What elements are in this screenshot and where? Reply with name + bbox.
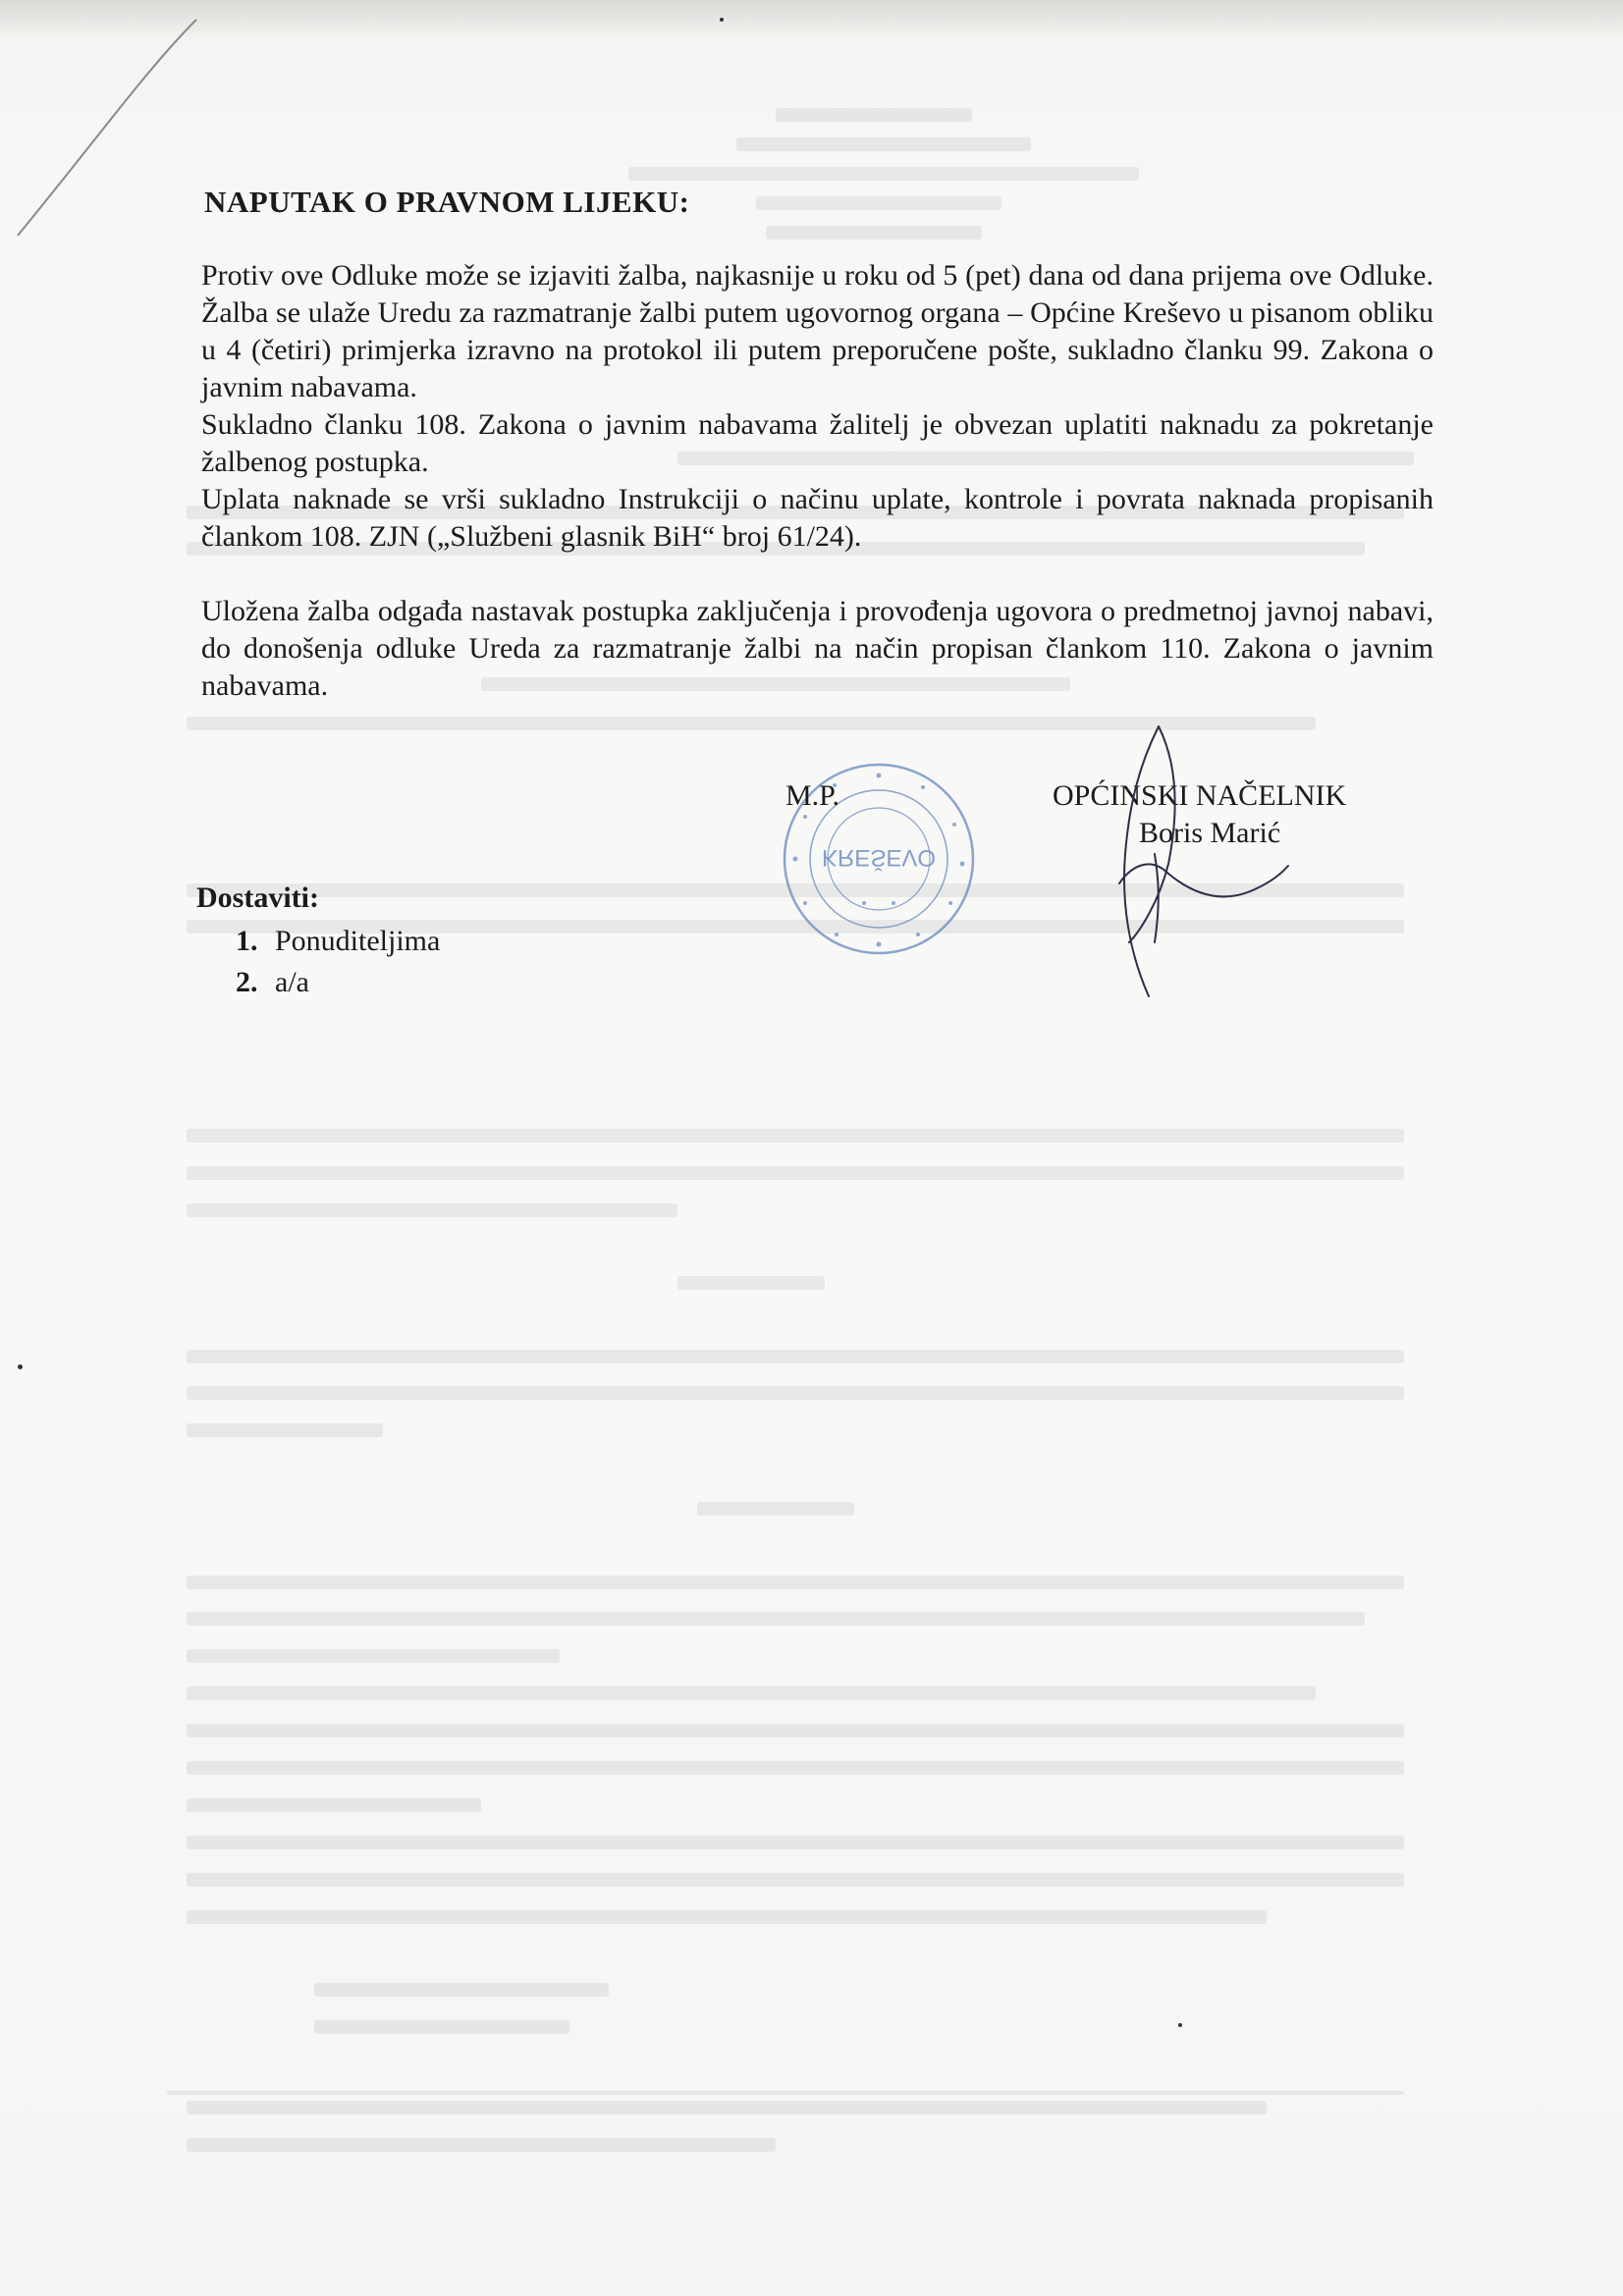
scan-speck	[18, 1364, 23, 1369]
handwritten-signature	[1060, 707, 1316, 1011]
scan-speck	[720, 18, 724, 22]
list-item-text: a/a	[275, 966, 309, 998]
fee-payment-paragraph: Uplata naknade se vrši sukladno Instrukciji o načinu uplate, kontrole i povrata naknada propisanih člankom 108. ZJN („Službeni glasnik BiH“ broj 61/24).	[201, 483, 1434, 553]
folded-corner-mark	[10, 10, 216, 245]
stamp-center-text: KREŠEVO	[821, 844, 937, 871]
document-heading: NAPUTAK O PRAVNOM LIJEKU:	[204, 185, 690, 219]
seal-label: M.P.	[785, 779, 840, 812]
list-item	[236, 921, 440, 962]
fee-obligation-paragraph: Sukladno članku 108. Zakona o javnim nabavama žalitelj je obvezan uplatiti naknadu za pokretanje žalbenog postupka.	[201, 408, 1434, 478]
scan-speck	[1178, 2023, 1182, 2027]
appeal-effect-paragraph: Uložena žalba odgađa nastavak postupka zaključenja i provođenja ugovora o predmetnoj javnoj nabavi, do donošenja odluke Ureda za razmatranje žalbi na način propisan člankom 110. Zakona o javnim nabavama.	[201, 595, 1434, 702]
legal-remedy-paragraph: Protiv ove Odluke može se izjaviti žalba, najkasnije u roku od 5 (pet) dana od dana prijema ove Odluke. Žalba se ulaže Uredu za razmatranje žalbi putem ugovornog organa – Općine Kreševo u pisanom obliku u 4 (četiri) primjerka izravno na protokol ili putem preporučene pošte, sukladno članku 99. Zakona o javnim nabavama.	[201, 259, 1434, 403]
list-item	[236, 962, 440, 1003]
list-item-number: 1.	[236, 925, 258, 957]
distribution-list	[236, 921, 440, 1003]
distribution-label: Dostaviti:	[196, 881, 319, 914]
official-name: Boris Marić	[1139, 817, 1281, 849]
official-title: OPĆINSKI NAČELNIK	[1053, 779, 1347, 812]
list-item-text: Ponuditeljima	[275, 925, 441, 957]
list-item-number: 2.	[236, 966, 258, 998]
scan-edge-shadow	[0, 0, 1623, 39]
